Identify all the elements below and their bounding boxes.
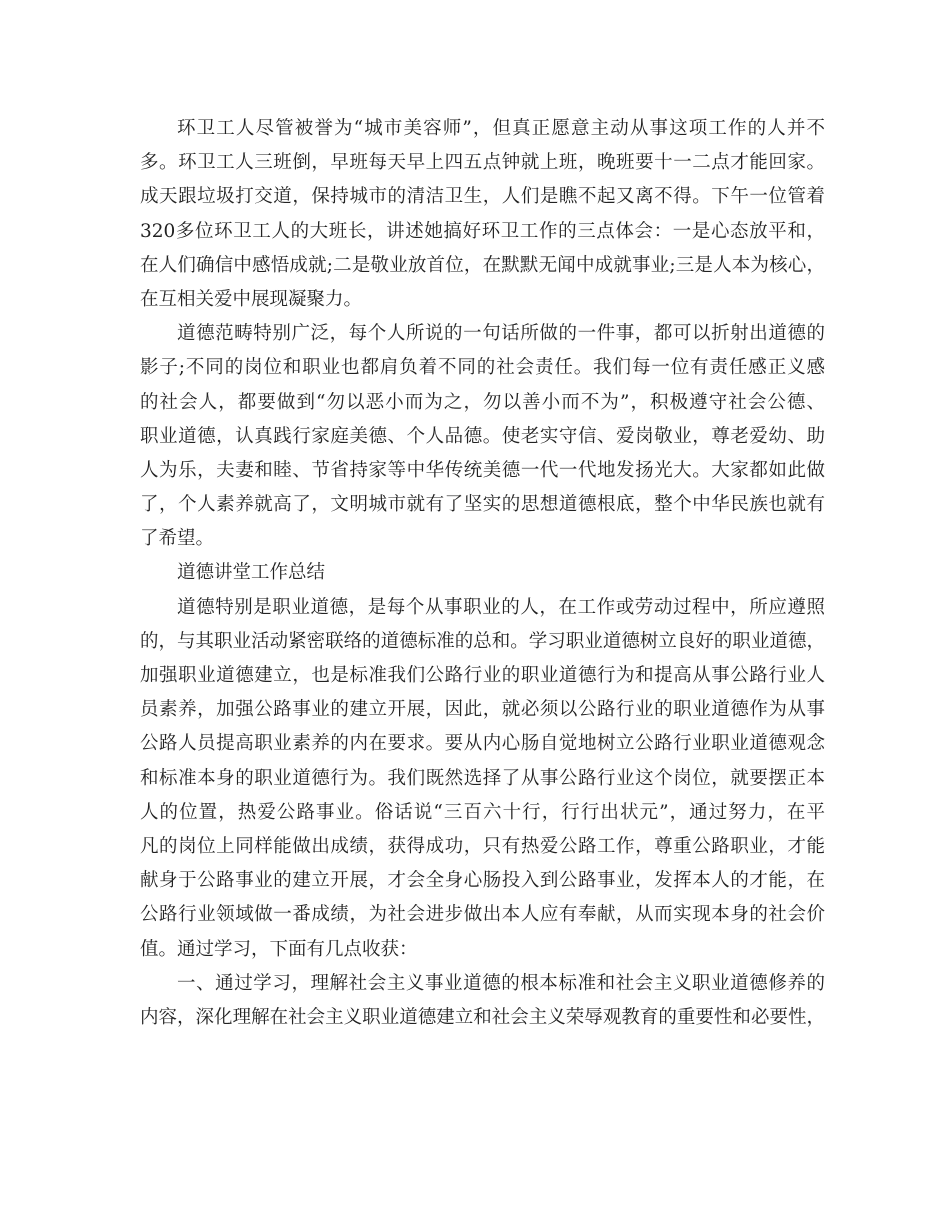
text-line: 献身于公路事业的建立开展，才会全身心肠投入到公路事业，发挥本人的才能，在 — [140, 870, 825, 892]
text-line: 值。通过学习，下面有几点收获： — [140, 938, 418, 960]
text-line: 在互相关爱中展现凝聚力。 — [140, 288, 363, 310]
text-line: 了希望。 — [140, 528, 215, 550]
section-heading: 道德讲堂工作总结 — [177, 562, 326, 584]
text-line: 一、通过学习，理解社会主义事业道德的根本标准和社会主义职业道德修养的 — [177, 972, 825, 994]
text-line: 加强职业道德建立，也是标准我们公路行业的职业道德行为和提高从事公路行业人 — [140, 665, 825, 686]
text-line: 影子;不同的岗位和职业也都肩负着不同的社会责任。我们每一位有责任感正义感 — [140, 357, 825, 379]
text-line: 人的位置，热爱公路事业。俗话说“三百六十行，行行出状元”，通过努力，在平 — [140, 801, 825, 823]
text-line: 多。环卫工人三班倒，早班每天早上四五点钟就上班，晚班要十一二点才能回家。 — [140, 152, 825, 174]
text-line: 职业道德，认真践行家庭美德、个人品德。使老实守信、爱岗敬业，尊老爱幼、助 — [140, 425, 825, 447]
text-line: 的，与其职业活动紧密联络的道德标准的总和。学习职业道德树立良好的职业道德， — [140, 630, 825, 652]
text-line: 凡的岗位上同样能做出成绩，获得成功，只有热爱公路工作，尊重公路职业，才能 — [140, 835, 825, 857]
text-line: 道德范畴特别广泛，每个人所说的一句话所做的一件事，都可以折射出道德的 — [177, 323, 825, 345]
text-line: 了，个人素养就高了，文明城市就有了坚实的思想道德根底，整个中华民族也就有 — [140, 494, 825, 516]
text-line: 和标准本身的职业道德行为。我们既然选择了从事公路行业这个岗位，就要摆正本 — [140, 767, 825, 789]
document-body — [140, 112, 825, 1035]
text-line: 人为乐，夫妻和睦、节省持家等中华传统美德一代一代地发扬光大。大家都如此做 — [140, 459, 825, 481]
text-line: 在人们确信中感悟成就;二是敬业放首位，在默默无闻中成就事业;三是人本为核心， — [140, 254, 825, 276]
text-line: 公路人员提高职业素养的内在要求。要从内心肠自觉地树立公路行业职业道德观念 — [140, 733, 825, 755]
text-line: 成天跟垃圾打交道，保持城市的清洁卫生，人们是瞧不起又离不得。下午一位管着 — [140, 186, 825, 208]
text-line: 320多位环卫工人的大班长，讲述她搞好环卫工作的三点体会：一是心态放平和， — [140, 220, 825, 242]
text-line: 公路行业领域做一番成绩，为社会进步做出本人应有奉献，从而实现本身的社会价 — [140, 904, 825, 926]
text-line: 道德特别是职业道德，是每个从事职业的人，在工作或劳动过程中，所应遵照 — [177, 596, 825, 618]
text-line: 内容，深化理解在社会主义职业道德建立和社会主义荣辱观教育的重要性和必要性， — [140, 1006, 825, 1028]
text-line: 的社会人，都要做到“勿以恶小而为之，勿以善小而不为”，积极遵守社会公德、 — [140, 391, 825, 413]
text-line: 员素养，加强公路事业的建立开展，因此，就必须以公路行业的职业道德作为从事 — [140, 699, 825, 721]
text-line: 环卫工人尽管被誉为“城市美容师”，但真正愿意主动从事这项工作的人并不 — [177, 118, 825, 139]
